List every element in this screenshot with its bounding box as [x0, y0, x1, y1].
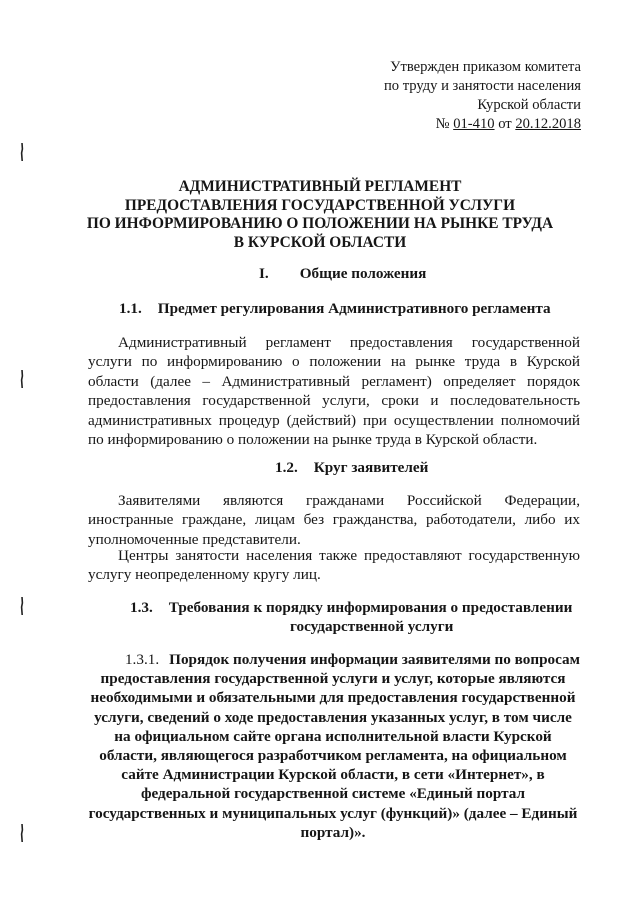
section-1-3-1-paragraph: [86, 650, 580, 842]
margin-mark: [20, 597, 24, 615]
section-1-1-paragraph: [88, 333, 580, 449]
section-1-3-1-title: Порядок получения информации заявителями по вопросам: [169, 651, 580, 668]
approval-order-line: [384, 115, 581, 134]
section-1-number: I.: [259, 265, 269, 282]
section-1-2-paragraph-2: [88, 546, 580, 585]
section-1-2-title: Круг заявителей: [313, 459, 429, 476]
approval-block: [384, 58, 581, 134]
section-1-3-heading: [130, 598, 572, 617]
paragraph-line: необходимыми и обязательными для предоставления государственной: [90, 689, 576, 707]
paragraph-line: Центры занятости населения также предоставляют государственную: [118, 547, 580, 564]
section-1-heading: [259, 264, 426, 283]
section-1-3-title-line-2: государственной услуги: [290, 618, 454, 635]
paragraph-line: Административный регламент предоставления государственной: [118, 334, 580, 351]
paragraph-line: услуги по информированию о положении на рынке труда в Курской: [88, 353, 580, 371]
paragraph-line: иностранные граждане, лицам без гражданства, работодатели, либо их: [88, 511, 580, 529]
order-date: 20.12.2018: [515, 116, 581, 132]
title-line-2: ПРЕДОСТАВЛЕНИЯ ГОСУДАРСТВЕННОЙ УСЛУГИ: [124, 196, 516, 214]
section-1-3-title-line-1: Требования к порядку информирования о предоставлении: [168, 599, 573, 616]
paragraph-line: по информированию о положении на рынке труда в Курской области.: [88, 431, 538, 449]
paragraph-line: области (далее – Административный регламент) определяет порядок: [88, 372, 580, 390]
paragraph-line: портал)».: [300, 823, 366, 841]
paragraph-line: на официальном сайте органа исполнительной власти Курской: [114, 727, 552, 745]
section-1-3-1-number: 1.3.1.: [124, 651, 160, 668]
paragraph-line: сайте Администрации Курской области, в сети «Интернет», в: [121, 766, 545, 784]
paragraph-line: федеральной государственной системе «Единый портал: [140, 785, 525, 803]
paragraph-line: предоставления государственной услуги, сроки и последовательность: [88, 392, 580, 410]
section-1-title: Общие положения: [299, 265, 427, 282]
section-1-1-heading: [119, 299, 551, 318]
title-line-3: ПО ИНФОРМИРОВАНИЮ О ПОЛОЖЕНИИ НА РЫНКЕ ТРУДА: [86, 215, 554, 232]
section-1-2-number: 1.2.: [275, 459, 298, 476]
paragraph-line: услуги, сведений о ходе предоставления указанных услуг, в том числе: [94, 708, 572, 726]
margin-mark: [20, 370, 24, 388]
section-1-2-paragraph-1: [88, 491, 580, 549]
paragraph-line: Заявителями являются гражданами Российской Федерации,: [118, 492, 580, 509]
document-title: [60, 178, 580, 252]
approval-line-1: Утвержден приказом комитета: [390, 59, 581, 75]
paragraph-line: услугу неопределенному кругу лиц.: [88, 566, 321, 584]
paragraph-line: области, являющегося разработчиком регламента, на официальном: [99, 747, 567, 765]
title-line-1: АДМИНИСТРАТИВНЫЙ РЕГЛАМЕНТ: [178, 178, 462, 195]
order-number: 01-410: [453, 116, 495, 132]
paragraph-line: государственных и муниципальных услуг (функций)» (далее – Единый: [88, 804, 578, 822]
paragraph-line: предоставления государственной услуги и услуг, которые являются: [100, 670, 566, 688]
paragraph-line: административных процедур (действий) при осуществлении полномочий: [88, 411, 580, 429]
section-1-1-title: Предмет регулирования Административного регламента: [157, 300, 551, 317]
paragraph-line: уполномоченные представители.: [88, 530, 301, 548]
paragraph-line: [86, 650, 580, 669]
section-1-1-number: 1.1.: [119, 300, 142, 317]
order-date-prefix: от: [494, 116, 516, 132]
approval-line-3: Курской области: [477, 97, 581, 113]
section-1-2-heading: [275, 458, 428, 477]
approval-line-2: по труду и занятости населения: [383, 78, 581, 94]
title-line-4: В КУРСКОЙ ОБЛАСТИ: [233, 233, 407, 251]
section-1-3-number: 1.3.: [130, 599, 153, 616]
margin-mark: [20, 824, 24, 842]
order-number-prefix: №: [435, 116, 454, 132]
margin-mark: [20, 143, 24, 161]
section-1-3-heading-cont: [290, 617, 453, 636]
